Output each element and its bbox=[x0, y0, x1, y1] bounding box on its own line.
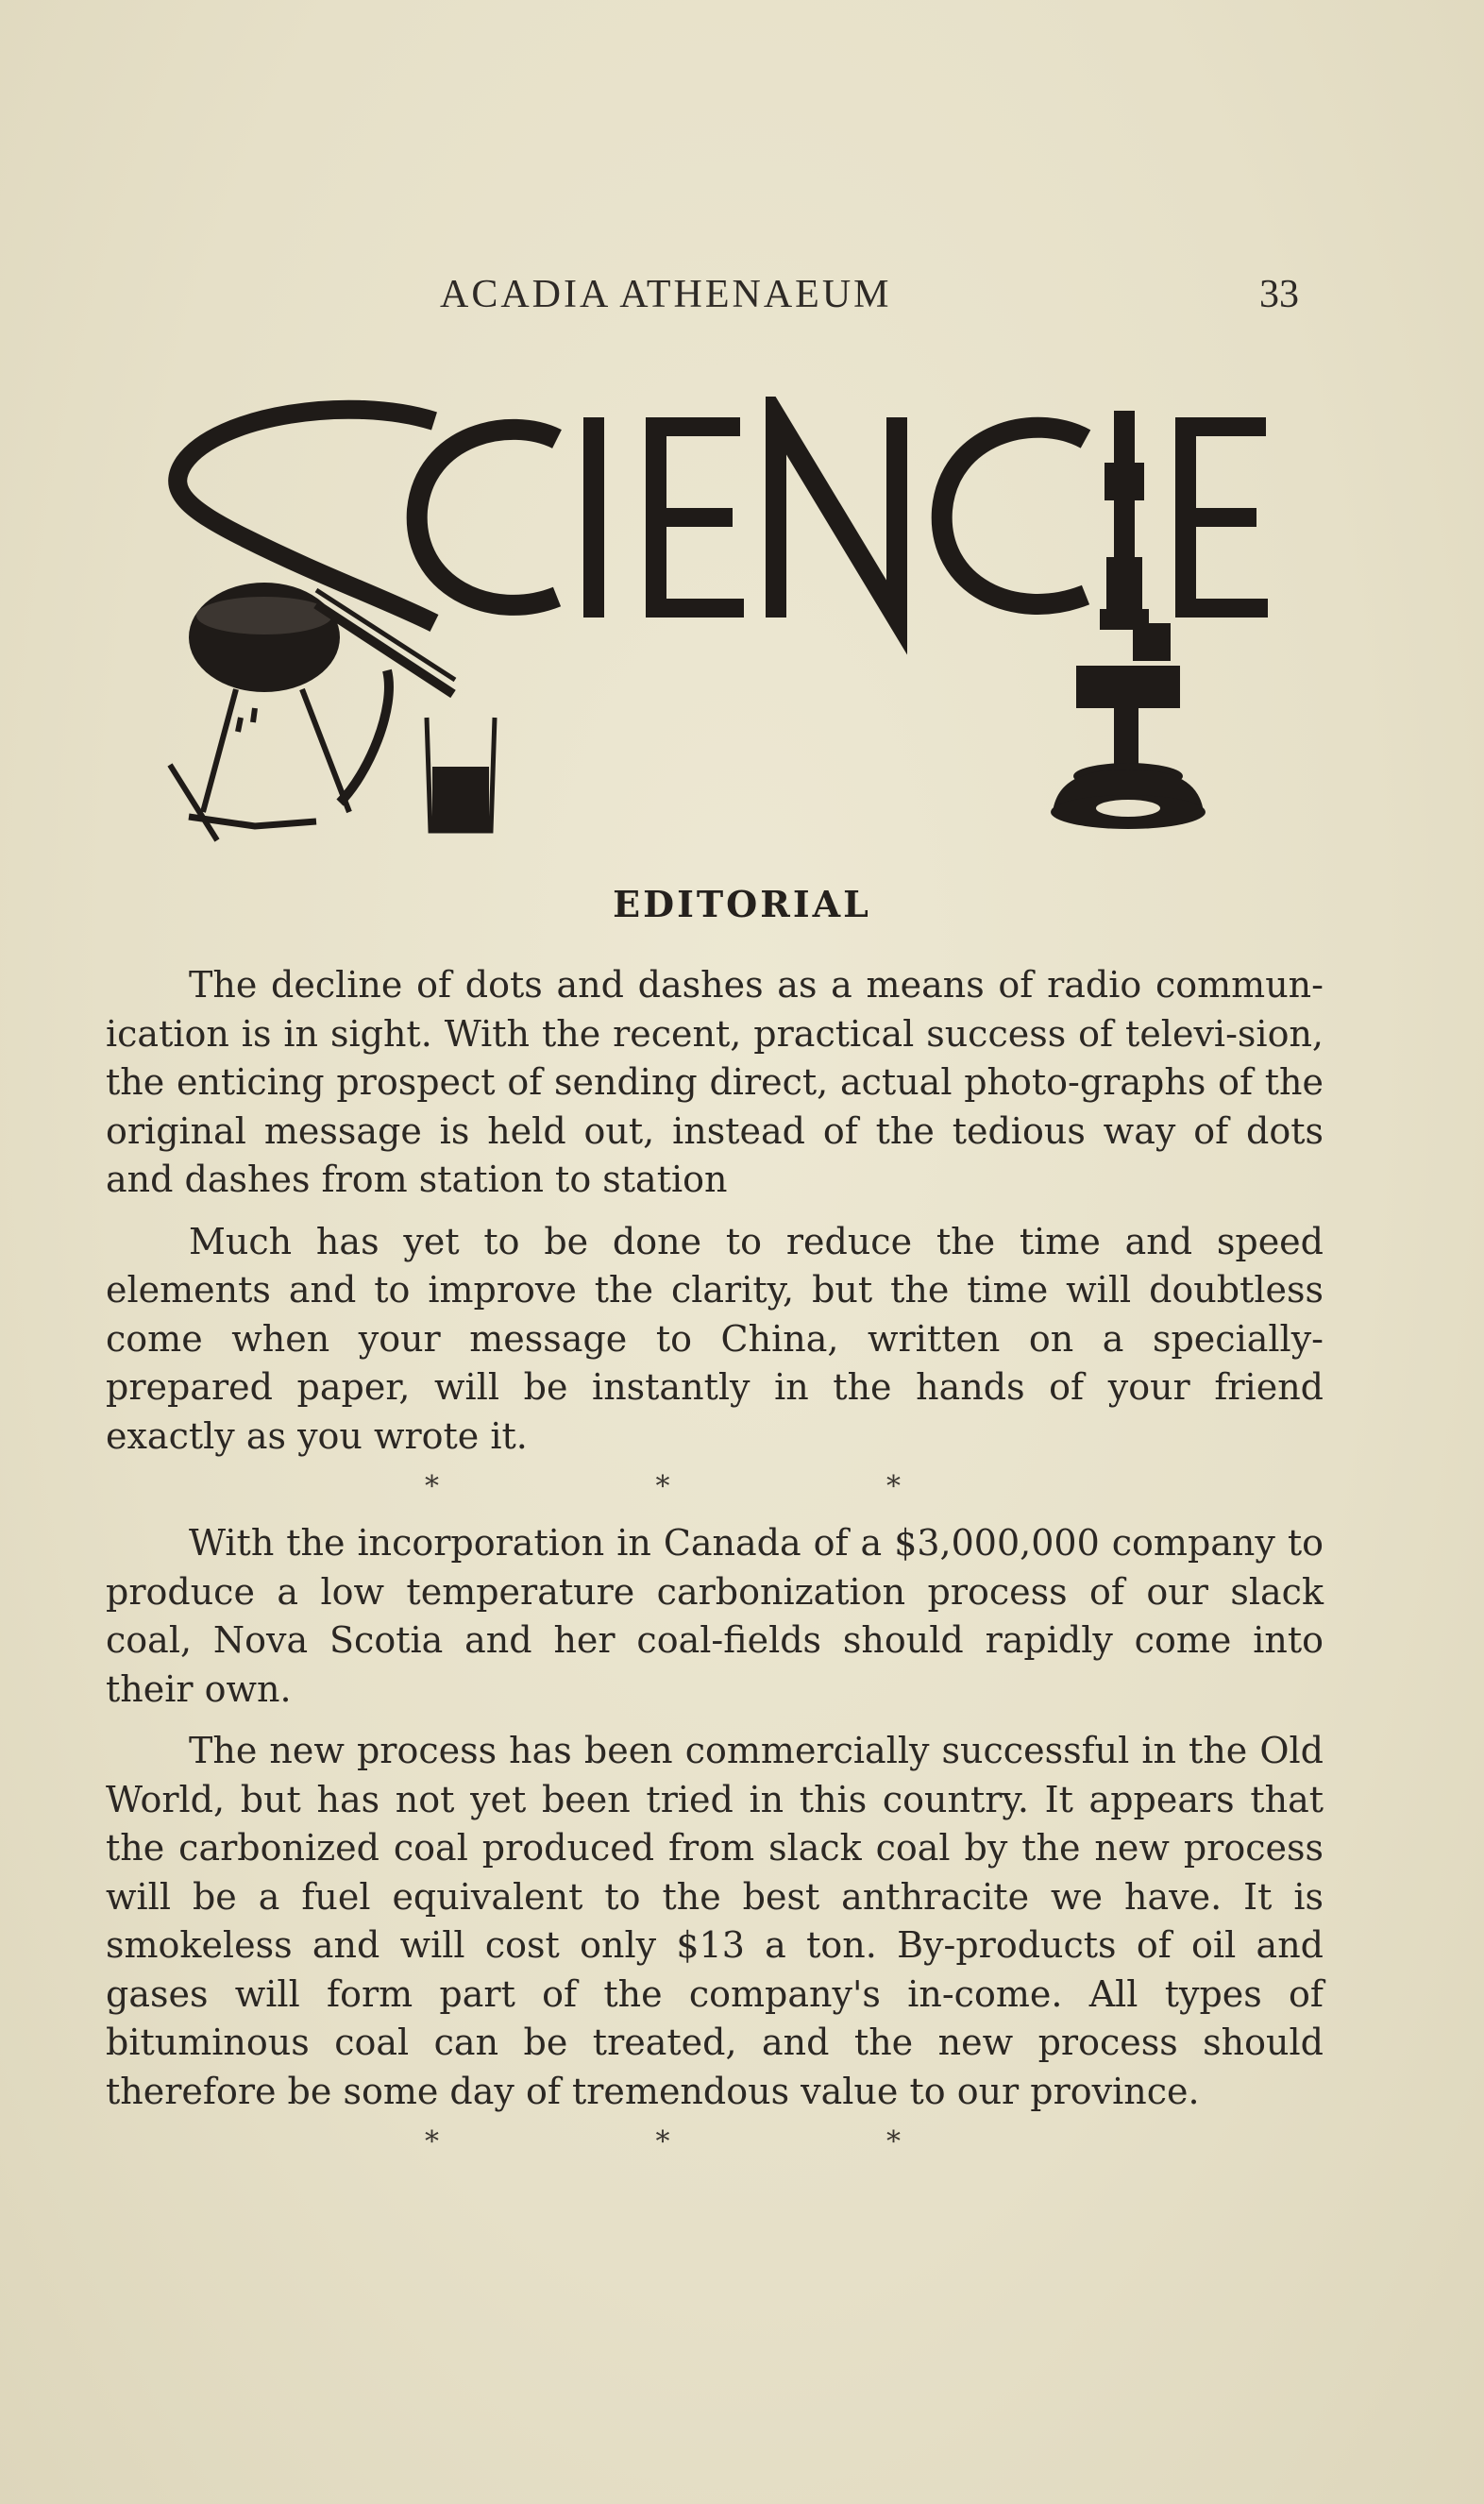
paragraph: The decline of dots and dashes as a means of radio commun-ication is in sight. With the recent, practical success of televi-sion, the enticing prospect of sending direct, actual photo-graphs of the original message is held out, instead of the tedious way of dots and dashes from station to station bbox=[106, 964, 1324, 1200]
masthead-letter-c bbox=[417, 430, 557, 605]
masthead-letter-n bbox=[776, 417, 897, 618]
masthead-letter-e-second bbox=[1175, 417, 1268, 618]
page-number: 33 bbox=[1259, 273, 1299, 316]
masthead-letter-i bbox=[583, 417, 604, 618]
masthead-letter-c-second bbox=[942, 428, 1086, 604]
science-masthead bbox=[151, 397, 1341, 850]
retort-flask-icon bbox=[170, 410, 455, 840]
running-head bbox=[0, 272, 1484, 329]
section-separator: * * * bbox=[424, 1470, 1005, 1503]
paragraph: Much has yet to be done to reduce the time and speed elements and to improve the clarity, but the time will doubtless come when your message to China, written on a specially-prepared paper, will be instantly in the hands of your friend exactly as you wrote it. bbox=[106, 1220, 1324, 1457]
editorial-body bbox=[106, 961, 1324, 2174]
section-heading: EDITORIAL bbox=[613, 883, 871, 925]
section-separator: * * * bbox=[424, 2125, 1005, 2158]
beaker-icon bbox=[427, 718, 495, 831]
science-masthead-artwork bbox=[151, 397, 1341, 850]
journal-title: ACADIA ATHENAEUM bbox=[440, 273, 892, 316]
masthead-letter-e bbox=[646, 417, 744, 618]
paragraph: With the incorporation in Canada of a $3,000,000 company to produce a low temperature carbonization process of our slack coal, Nova Scotia and her coal-fields should rapidly come into their own. bbox=[106, 1522, 1324, 1710]
paragraph: The new process has been commercially successful in the Old World, but has not yet been tried in this country. It appears that the carbonized coal produced from slack coal by the new process will be a fuel equivalent to the best anthracite we have. It is smokeless and will cost only $13 a ton. By-products of oil and gases will form part of the company's in-come. All types of bituminous coal can be treated, and the new process should therefore be some day of tremendous value to our province. bbox=[106, 1730, 1324, 2112]
